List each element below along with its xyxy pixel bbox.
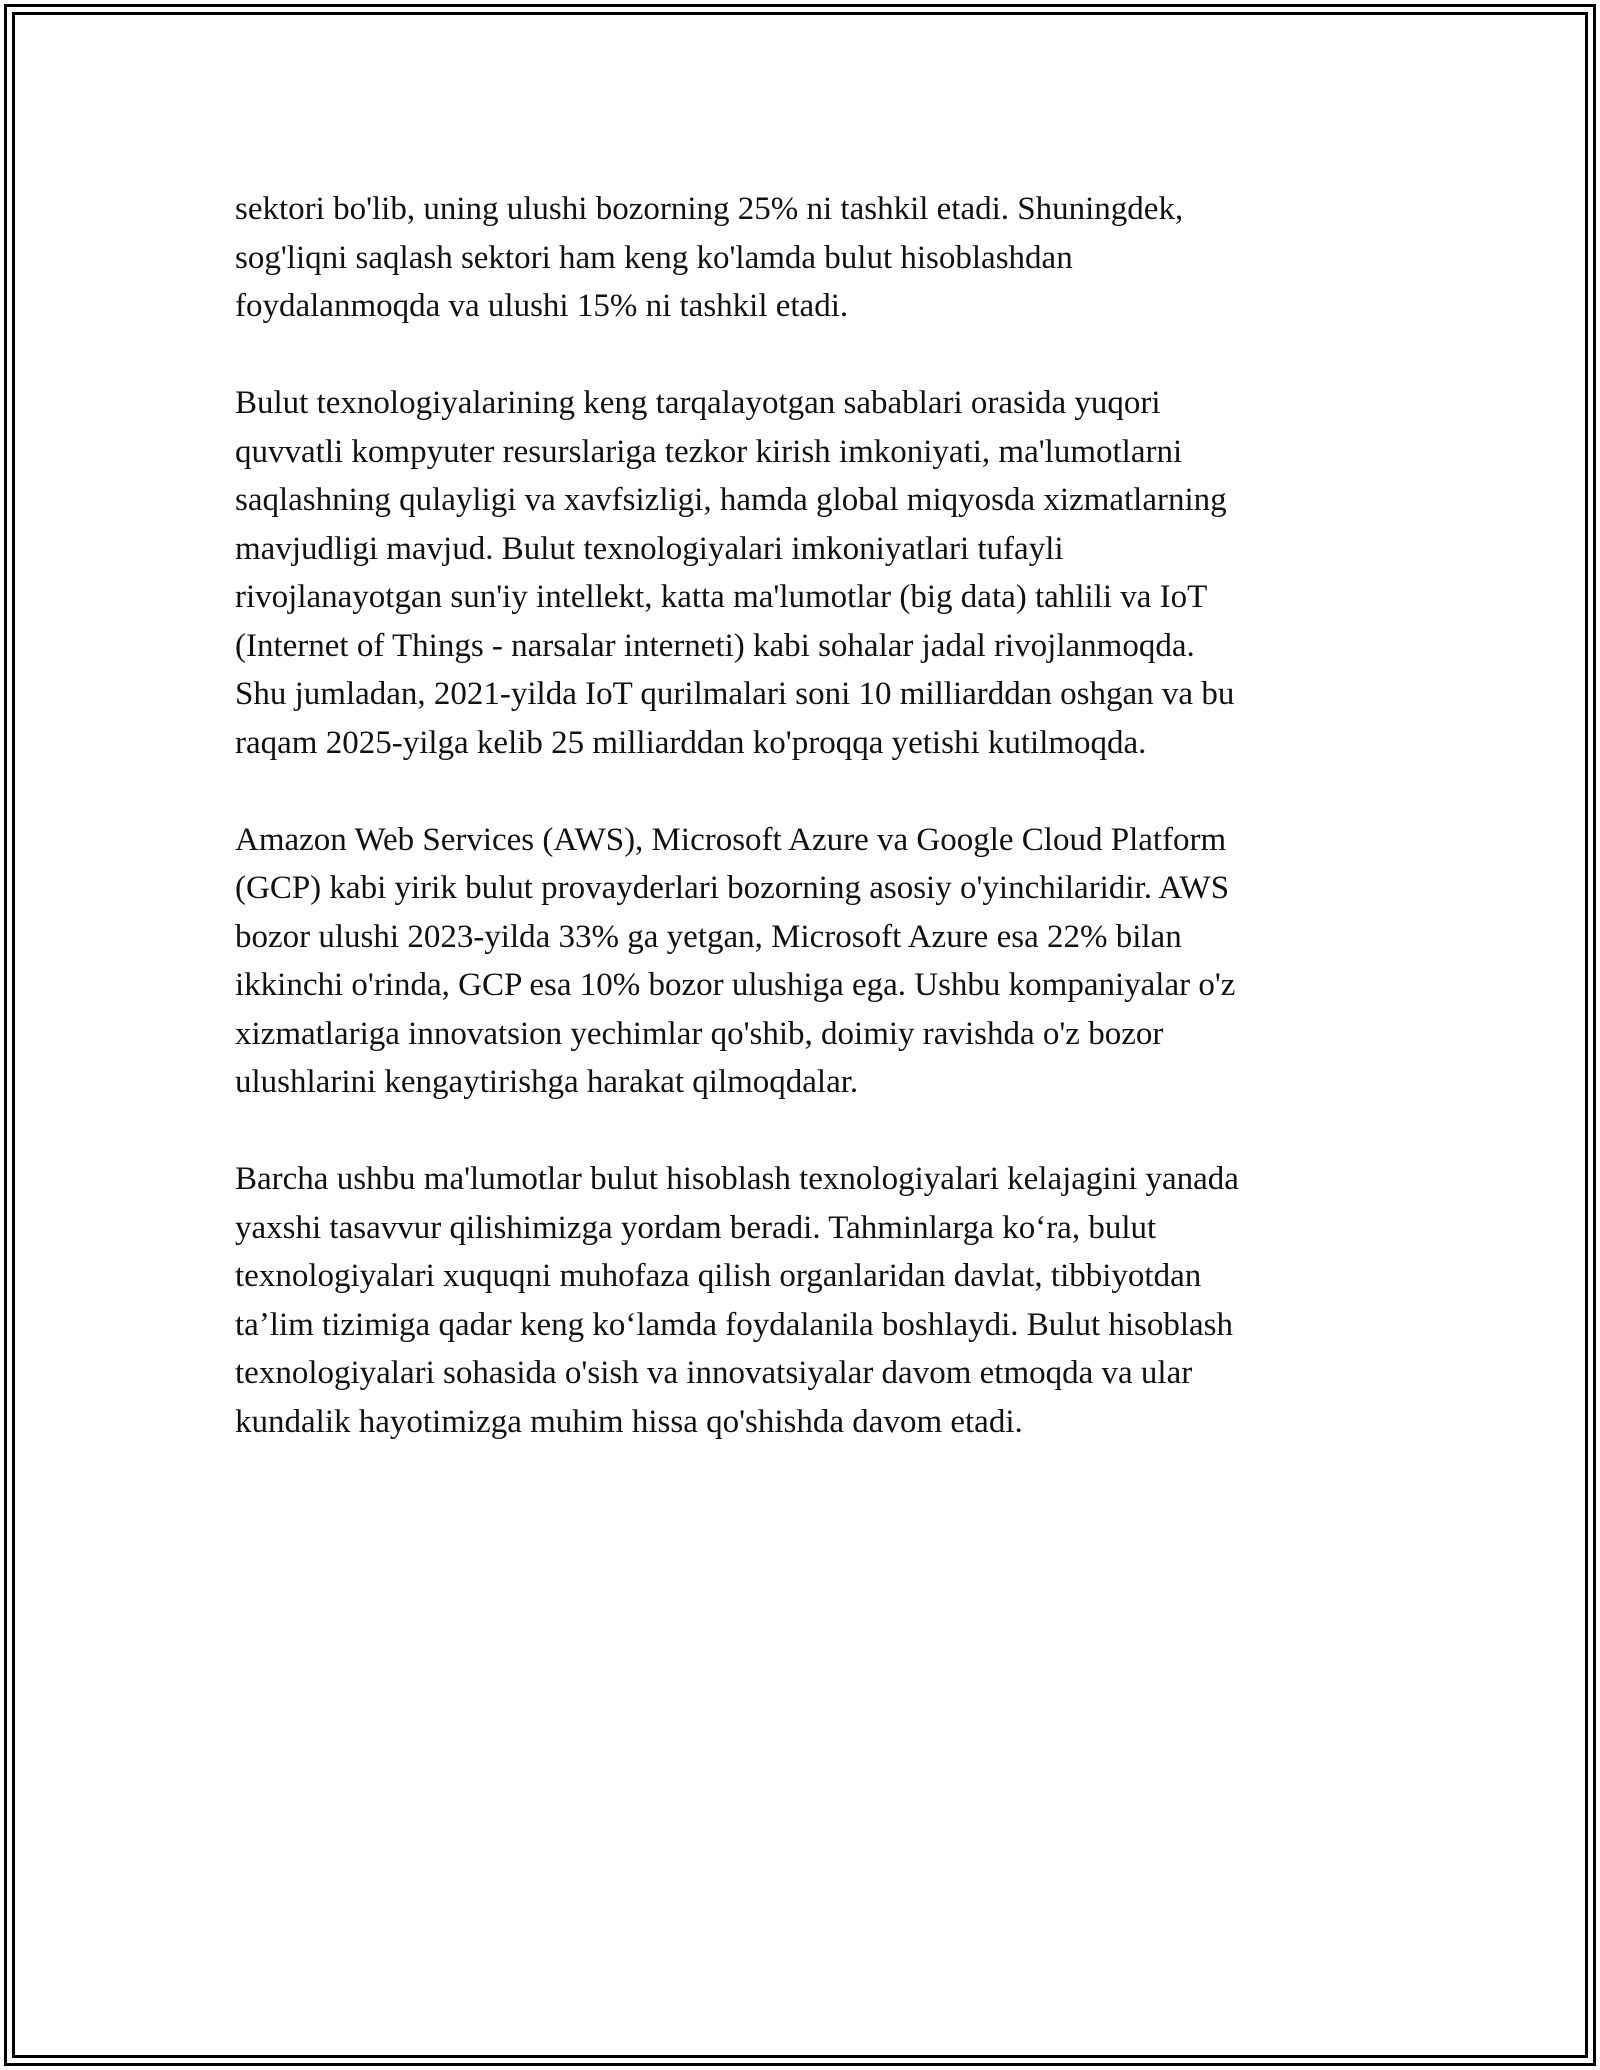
text-line: mavjudligi mavjud. Bulut texnologiyalari imkoniyatlari tufayli xyxy=(235,530,1064,567)
text-line: raqam 2025-yilga kelib 25 milliarddan ko'proqqa yetishi kutilmoqda. xyxy=(235,724,1147,761)
text-line: taʼlim tizimiga qadar keng koʻlamda foydalanila boshlaydi. Bulut hisoblash xyxy=(235,1306,1234,1343)
text-line: kundalik hayotimizga muhim hissa qo'shishda davom etadi. xyxy=(235,1403,1023,1440)
document-body xyxy=(235,185,1365,1446)
text-line: (Internet of Things - narsalar interneti) kabi sohalar jadal rivojlanmoqda. xyxy=(235,627,1195,664)
text-line: (GCP) kabi yirik bulut provayderlari bozorning asosiy o'yinchilaridir. AWS xyxy=(235,870,1230,906)
text-line: ulushlarini kengaytirishga harakat qilmoqdalar. xyxy=(235,1064,859,1100)
text-line: ikkinchi o'rinda, GCP esa 10% bozor ulushiga ega. Ushbu kompaniyalar o'z xyxy=(235,967,1236,1003)
text-line: texnologiyalari xuquqni muhofaza qilish organlaridan davlat, tibbiyotdan xyxy=(235,1258,1202,1294)
text-line: saqlashning qulayligi va xavfsizligi, hamda global miqyosda xizmatlarning xyxy=(235,482,1227,518)
text-line: texnologiyalari sohasida o'sish va innovatsiyalar davom etmoqda va ular xyxy=(235,1355,1193,1391)
text-line: Shu jumladan, 2021-yilda IoT qurilmalari soni 10 milliarddan oshgan va bu xyxy=(235,676,1235,712)
text-line: sektori bo'lib, uning ulushi bozorning 25% ni tashkil etadi. Shuningdek, xyxy=(235,191,1184,227)
text-line: rivojlanayotgan sun'iy intellekt, katta ma'lumotlar (big data) tahlili va IoT xyxy=(235,579,1208,615)
text-line: Amazon Web Services (AWS), Microsoft Azure va Google Cloud Platform xyxy=(235,821,1227,858)
paragraph-1 xyxy=(235,185,1365,331)
text-line: yaxshi tasavvur qilishimizga yordam beradi. Tahminlarga koʻra, bulut xyxy=(235,1209,1157,1246)
text-line: Barcha ushbu ma'lumotlar bulut hisoblash texnologiyalari kelajagini yanada xyxy=(235,1161,1239,1197)
text-line: sog'liqni saqlash sektori ham keng ko'lamda bulut hisoblashdan xyxy=(235,239,1073,276)
text-line: quvvatli kompyuter resurslariga tezkor kirish imkoniyati, ma'lumotlarni xyxy=(235,433,1183,470)
text-line: Bulut texnologiyalarining keng tarqalayotgan sabablari orasida yuqori xyxy=(235,385,1161,421)
text-line: foydalanmoqda va ulushi 15% ni tashkil etadi. xyxy=(235,288,849,324)
text-line: xizmatlariga innovatsion yechimlar qo'shib, doimiy ravishda o'z bozor xyxy=(235,1015,1164,1052)
paragraph-2 xyxy=(235,379,1365,767)
text-line: bozor ulushi 2023-yilda 33% ga yetgan, Microsoft Azure esa 22% bilan xyxy=(235,918,1182,955)
paragraph-3 xyxy=(235,816,1365,1107)
paragraph-4 xyxy=(235,1155,1365,1446)
